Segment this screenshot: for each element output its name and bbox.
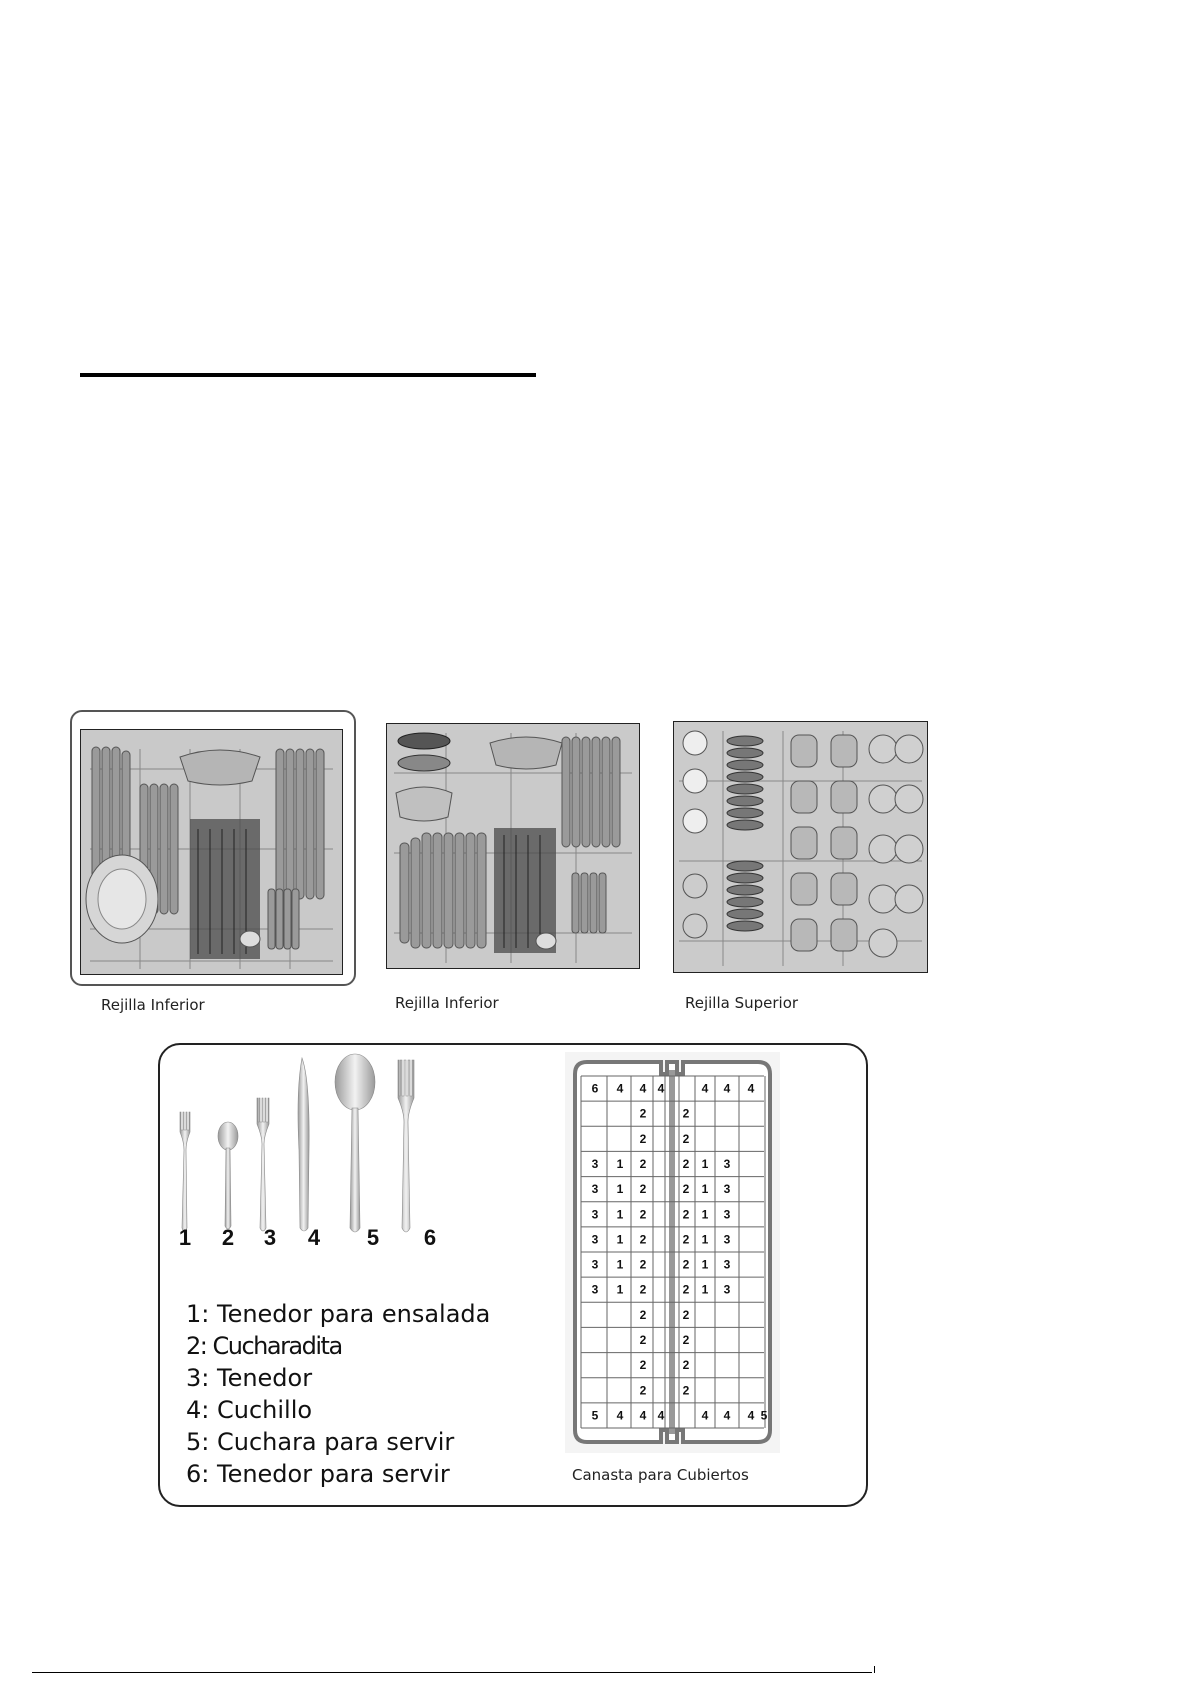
knife-icon [298,1058,309,1231]
basket-caption: Canasta para Cubiertos [572,1466,749,1484]
basket-cell-label: 4 [747,1081,755,1096]
basket-cell-label: 1 [701,1182,709,1197]
basket-cell-label: 2 [682,1282,690,1297]
basket-cell-label: 4 [723,1081,731,1096]
basket-cell-label: 1 [616,1182,624,1197]
basket-cell-label: 2 [639,1106,647,1121]
footer-tick [874,1666,875,1673]
basket-cell-label: 1 [616,1232,624,1247]
lower-rack-illustration-2 [386,723,640,969]
basket-cell-label: 3 [723,1182,731,1197]
basket-cell-label: 2 [682,1232,690,1247]
basket-cell-label: 4 [639,1408,647,1423]
serving-spoon-icon [335,1054,375,1232]
teaspoon-icon [218,1122,238,1229]
basket-cell-label: 2 [682,1307,690,1322]
basket-cell-label: 3 [723,1207,731,1222]
basket-cell-label: 2 [682,1182,690,1197]
basket-cell-label: 2 [682,1207,690,1222]
legend-item: 4: Cuchillo [186,1396,313,1424]
lower-rack-drawing [386,723,640,969]
legend-item: 6: Tenedor para servir [186,1460,450,1488]
upper-rack-illustration [673,721,928,973]
basket-cell-label: 1 [701,1232,709,1247]
basket-cell-label: 4 [657,1081,665,1096]
rack-caption: Rejilla Inferior [395,994,499,1012]
basket-cell-label: 4 [639,1081,647,1096]
basket-cell-label: 2 [682,1358,690,1373]
upper-rack-drawing [673,721,928,973]
basket-cell-label: 1 [616,1282,624,1297]
cutlery-legend [186,1298,490,1490]
basket-cell-label: 6 [591,1081,599,1096]
cutlery-number: 2 [221,1225,235,1250]
basket-cell-label: 4 [701,1081,709,1096]
basket-cell-label: 1 [701,1282,709,1297]
basket-cell-label: 2 [682,1333,690,1347]
basket-cell-label: 1 [616,1257,624,1272]
basket-cell-label: 2 [639,1333,647,1347]
basket-cell-label: 3 [591,1282,599,1297]
basket-cell-label: 3 [723,1282,731,1297]
basket-cell-label: 5 [760,1408,768,1423]
basket-cell-label: 3 [723,1157,731,1171]
cutlery-number: 4 [307,1225,321,1250]
cutlery-basket-diagram [565,1052,780,1453]
cutlery-number: 6 [423,1225,437,1250]
legend-item: 3: Tenedor [186,1364,313,1392]
rack-caption: Rejilla Superior [685,994,799,1012]
basket-cell-label: 3 [591,1232,599,1247]
basket-cell-label: 3 [591,1207,599,1222]
basket-cell-label: 2 [682,1257,690,1272]
basket-cell-label: 3 [723,1232,731,1247]
basket-cell-label: 2 [682,1383,690,1398]
basket-cell-label: 5 [591,1408,599,1423]
basket-cell-label: 2 [639,1383,647,1398]
lower-rack-drawing [80,729,343,975]
basket-cell-label: 3 [591,1157,599,1171]
heading-underline [80,373,536,377]
basket-cell-label: 2 [682,1106,690,1121]
basket-cell-label: 2 [639,1232,647,1247]
basket-cell-label: 2 [639,1207,647,1222]
fork-icon [257,1098,269,1231]
lower-rack-illustration-1 [70,710,356,986]
legend-item: 2: Cucharadita [186,1332,342,1360]
cutlery-illustrations [170,1050,470,1250]
basket-cell-label: 4 [747,1408,755,1423]
cutlery-number: 1 [178,1225,192,1250]
basket-cell-label: 1 [701,1207,709,1222]
rack-caption: Rejilla Inferior [101,996,205,1014]
basket-cell-label: 2 [639,1358,647,1373]
basket-cell-label: 4 [723,1408,731,1423]
footer-rule [32,1672,872,1673]
basket-cell-label: 2 [639,1157,647,1171]
cutlery-basket-grid [565,1052,780,1453]
cutlery-number: 5 [366,1225,380,1250]
basket-cell-label: 2 [639,1131,647,1146]
legend-item: 1: Tenedor para ensalada [186,1300,491,1328]
basket-cell-label: 2 [682,1157,690,1171]
basket-cell-label: 1 [616,1157,624,1171]
basket-cell-label: 1 [701,1157,709,1171]
serving-fork-icon [398,1060,414,1232]
basket-cell-label: 1 [701,1257,709,1272]
basket-cell-label: 4 [657,1408,665,1423]
basket-cell-label: 4 [616,1408,624,1423]
basket-cell-label: 2 [639,1257,647,1272]
basket-cell-label: 3 [723,1257,731,1272]
basket-cell-label: 1 [616,1207,624,1222]
basket-cell-label: 3 [591,1182,599,1197]
salad-fork-icon [180,1112,190,1231]
basket-cell-label: 4 [616,1081,624,1096]
basket-cell-label: 4 [701,1408,709,1423]
basket-cell-label: 2 [682,1131,690,1146]
basket-cell-label: 2 [639,1307,647,1322]
basket-cell-label: 2 [639,1182,647,1197]
legend-item: 5: Cuchara para servir [186,1428,455,1456]
basket-cell-label: 3 [591,1257,599,1272]
basket-cell-label: 2 [639,1282,647,1297]
cutlery-number: 3 [263,1225,277,1250]
